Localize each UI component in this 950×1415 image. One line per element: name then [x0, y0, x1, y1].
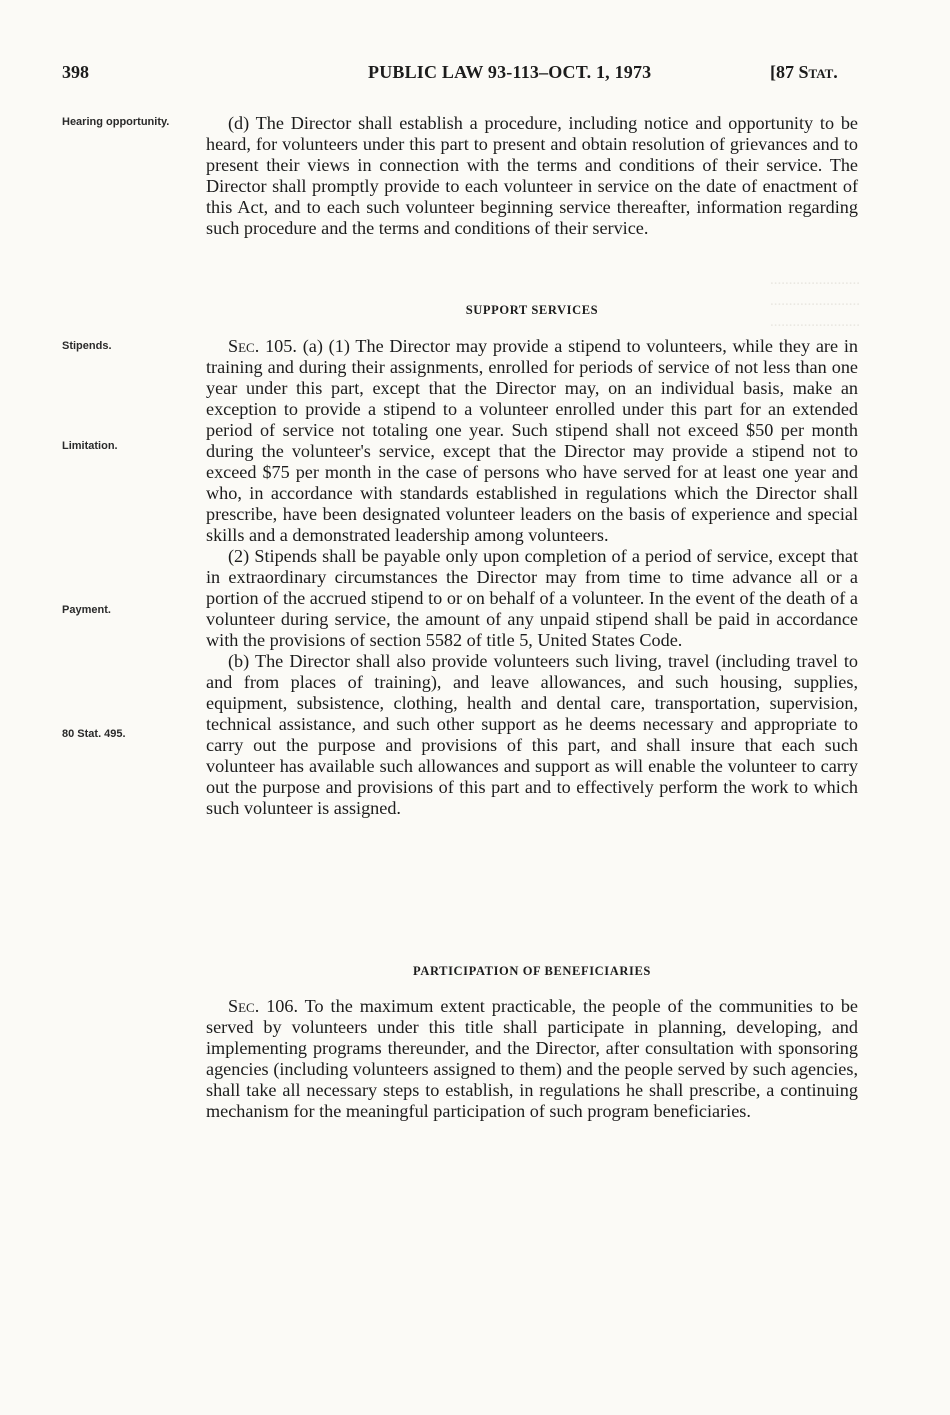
margin-note-limitation: Limitation. — [62, 440, 118, 452]
section-105-a1-text: (a) (1) The Director may provide a stipend to volunteers, while they are in training and during their assignments, enrolled for periods of service of not less than one year under this part, except that the Director may, on an individual basis, make an exception to provide a stipend to a volunteer enrolled under this part for an extended period of service not totaling one year. Such stipend shall not exceed $50 per month during the volunteer's service, except that the Director may provide a stipend not to exceed $75 per month in the case of persons who have served for at least one year and who, in accordance with standards established in regulations which the Director shall prescribe, have been designated volunteer leaders on the basis of experience and special skills and a demonstrated leadership among volunteers. — [206, 336, 858, 545]
section-105-b: (b) The Director shall also provide volunteers such living, travel (including travel to and from places of training), and leave allowances, and such housing, supplies, equipment, subsistence, clothing, health and dental care, transportation, supervision, technical assistance, and such other support as he deems necessary and appropriate to carry out the purpose and provisions of this part, and shall insure that each such volunteer has available such allowances and support as will enable the volunteer to carry out the purpose and provisions of this part and to effectively perform the work to which such volunteer is assigned. — [206, 651, 858, 818]
margin-note-payment: Payment. — [62, 604, 111, 616]
section-106 — [206, 996, 858, 1122]
margin-note-stat-cite: 80 Stat. 495. — [62, 728, 126, 740]
heading-support-services: SUPPORT SERVICES — [465, 303, 599, 317]
section-106-text: To the maximum extent practicable, the people of the communities to be served by volunteers under this title shall participate in planning, developing, and implementing programs thereunder, and the Director, after consultation with sponsoring agencies (including volunteers assigned to them) and the people served by such agencies, shall take all necessary steps to establish, in regulations he shall prescribe, a continuing mechanism for the meaningful participation of such program beneficiaries. — [206, 996, 859, 1121]
section-106-block — [206, 996, 858, 1122]
section-105-block — [206, 336, 858, 819]
paragraph-d: (d) The Director shall establish a procedure, including notice and opportunity to be heard, for volunteers under this part to present and obtain resolution of grievances and to present their views in connection with the terms and conditions of their service. The Director shall promptly provide to each volunteer in service on the date of enactment of this Act, and to each such volunteer beginning service thereafter, information regarding such procedure and the terms and conditions of their service. — [206, 113, 858, 238]
margin-note-stipends: Stipends. — [62, 340, 112, 352]
section-105-label: Sec. 105. — [228, 336, 297, 356]
section-105-a2: (2) Stipends shall be payable only upon completion of a period of service, except that in extraordinary circumstances the Director may from time to time advance all or a portion of the accrued stipend to or on behalf of a volunteer. In the event of the death of a volunteer during service, the amount of any unpaid stipend shall be paid in accordance with the provisions of section 5582 of title 5, United States Code. — [206, 546, 858, 650]
page-number: 398 — [62, 62, 89, 82]
show-through: ........................ ........................ ........................ — [770, 272, 860, 330]
margin-note-hearing: Hearing opportunity. — [62, 116, 170, 128]
paragraph-d-block — [206, 113, 858, 239]
stat-reference: [87 Stat. — [770, 62, 838, 82]
section-106-label: Sec. 106. — [228, 996, 299, 1016]
page-header — [0, 62, 950, 92]
heading-participation: PARTICIPATION OF BENEFICIARIES — [413, 964, 651, 978]
section-105-a1 — [206, 336, 858, 546]
running-title: PUBLIC LAW 93-113–OCT. 1, 1973 — [368, 62, 652, 82]
